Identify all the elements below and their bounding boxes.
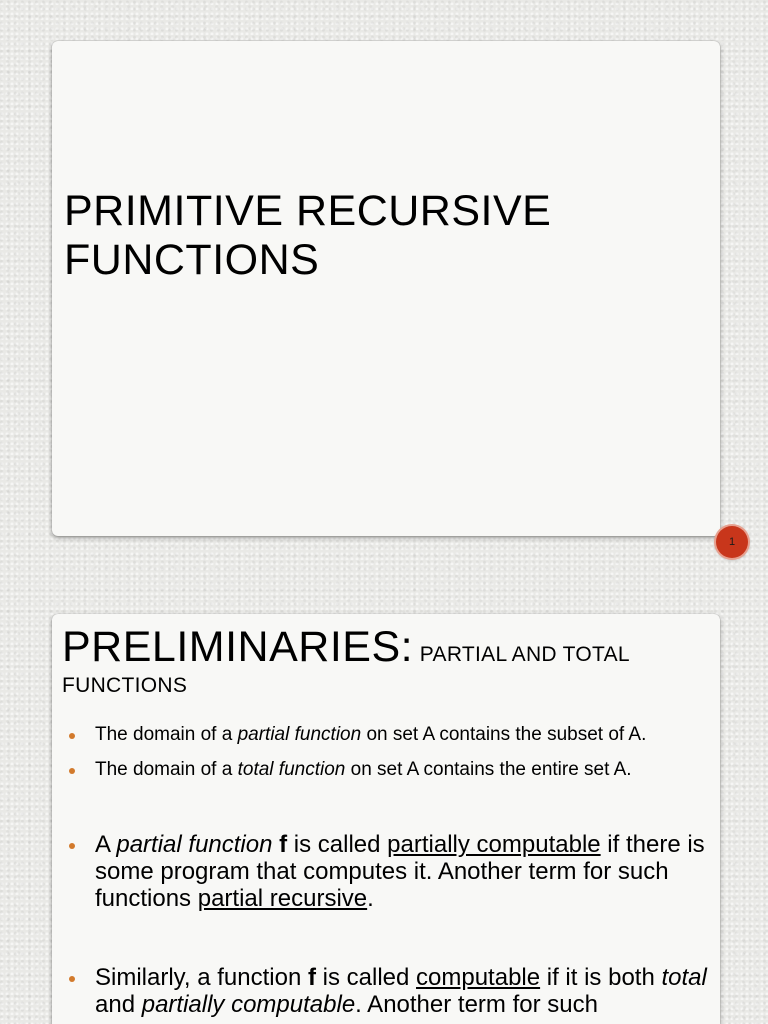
term-total: total	[661, 964, 707, 991]
function-symbol: f	[307, 964, 316, 991]
bullet-text: on set A contains the entire set A.	[345, 759, 632, 780]
bullet-text: The domain of a	[95, 724, 238, 745]
slide-heading	[62, 623, 702, 701]
bullet-item-total-domain	[95, 758, 723, 782]
bullet-text: is called	[287, 831, 388, 858]
term-total-function: total function	[237, 759, 346, 780]
bullet-text: . Another term for such	[355, 991, 598, 1018]
slide-title	[64, 187, 684, 285]
term-partial-recursive: partial recursive	[197, 885, 368, 912]
bullet-text: .	[367, 885, 374, 912]
bullet-item-computable	[95, 964, 723, 1018]
bullet-dot-icon	[69, 733, 75, 739]
term-partially-computable: partially computable	[387, 831, 601, 858]
term-partially-computable: partially computable	[141, 991, 356, 1018]
bullet-text: on set A contains the subset of A.	[361, 724, 647, 745]
bullet-item-partially-computable	[95, 831, 723, 912]
term-computable: computable	[416, 964, 541, 991]
bullet-item-partial-domain	[95, 723, 723, 747]
bullet-text: is called	[315, 964, 417, 991]
slide-title-line-1: PRIMITIVE RECURSIVE	[64, 187, 552, 235]
content-slide	[52, 614, 720, 1024]
bullet-dot-icon	[69, 976, 75, 982]
page-number-badge: 1	[716, 526, 748, 558]
heading-sub-b: FUNCTIONS	[62, 674, 188, 697]
bullet-text: if it is both	[540, 964, 662, 991]
bullet-text: A	[95, 831, 117, 858]
slide-title-line-2: FUNCTIONS	[64, 236, 320, 284]
bullet-text: if there is some program that computes it. Another term for such functions	[95, 831, 705, 912]
bullet-dot-icon	[69, 843, 75, 849]
heading-sub-a: PARTIAL AND TOTAL	[419, 643, 630, 666]
bullet-text: Similarly, a function	[95, 964, 308, 991]
heading-main: PRELIMINARIES:	[62, 623, 414, 671]
term-partial-function: partial function	[116, 831, 273, 858]
title-slide	[52, 41, 720, 536]
bullet-dot-icon	[69, 768, 75, 774]
function-symbol: f	[279, 831, 288, 858]
bullet-text: The domain of a	[95, 759, 238, 780]
term-partial-function: partial function	[237, 724, 362, 745]
bullet-text: and	[95, 991, 142, 1018]
